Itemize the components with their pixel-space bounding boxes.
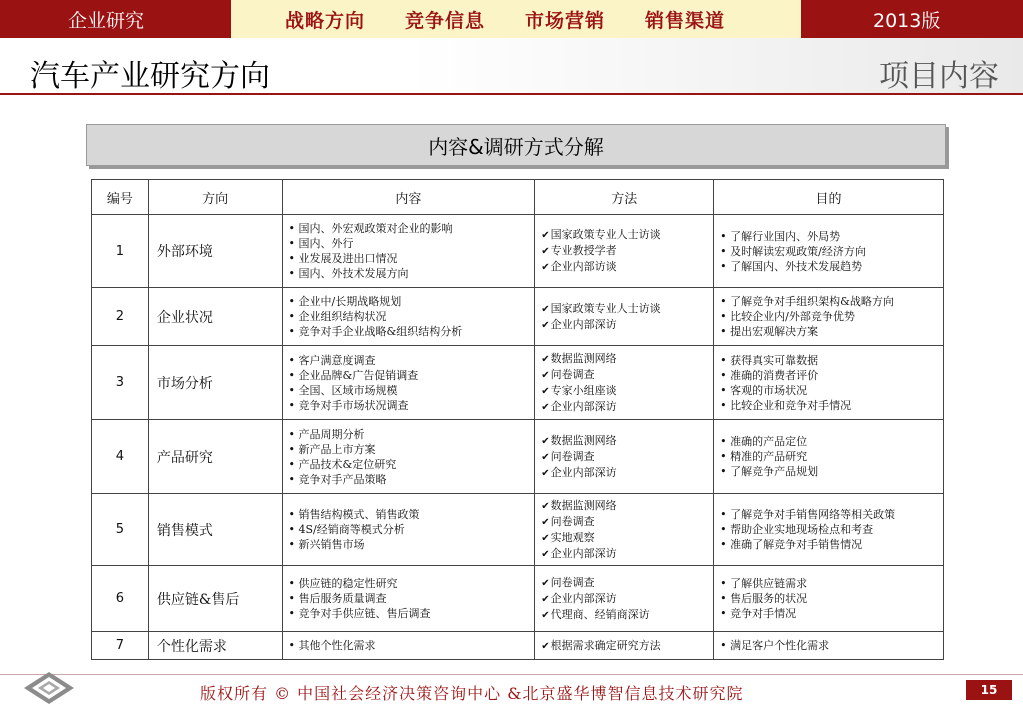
column-header: 方向 bbox=[148, 180, 282, 215]
row-method bbox=[535, 215, 714, 288]
row-method bbox=[535, 346, 714, 420]
list-item: • 新兴销售市场 bbox=[289, 537, 531, 552]
row-purpose bbox=[714, 420, 944, 494]
nav-item-strategy[interactable]: 战略方向 bbox=[285, 9, 366, 32]
row-direction: 产品研究 bbox=[148, 420, 282, 494]
row-direction: 供应链&售后 bbox=[148, 566, 282, 632]
nav-item-sales-channel[interactable]: 销售渠道 bbox=[645, 9, 726, 32]
page-number: 15 bbox=[966, 680, 1012, 700]
nav-item-marketing[interactable]: 市场营销 bbox=[525, 9, 606, 32]
list-item: • 业发展及进出口情况 bbox=[289, 251, 531, 266]
list-item: ✔ 代理商、经销商深访 bbox=[541, 607, 709, 623]
row-method bbox=[535, 632, 714, 660]
list-item: • 竞争对手市场状况调查 bbox=[289, 398, 531, 413]
nav-item-competition[interactable]: 竞争信息 bbox=[405, 9, 486, 32]
list-item: • 客户满意度调查 bbox=[289, 353, 531, 368]
row-method-list bbox=[541, 227, 709, 275]
row-direction: 个性化需求 bbox=[148, 632, 282, 660]
row-direction: 外部环境 bbox=[148, 215, 282, 288]
list-item: ✔ 数据监测网络 bbox=[541, 498, 709, 514]
list-item: • 准确了解竞争对手销售情况 bbox=[720, 537, 939, 552]
row-number: 1 bbox=[92, 215, 149, 288]
list-item: • 准确的产品定位 bbox=[720, 434, 939, 449]
row-purpose bbox=[714, 494, 944, 566]
row-purpose bbox=[714, 215, 944, 288]
table-row bbox=[92, 215, 944, 288]
row-content bbox=[282, 346, 535, 420]
row-purpose-list bbox=[720, 294, 939, 339]
list-item: • 其他个性化需求 bbox=[289, 638, 531, 653]
column-header: 目的 bbox=[714, 180, 944, 215]
list-item: ✔ 企业内部深访 bbox=[541, 317, 709, 333]
list-item: • 准确的消费者评价 bbox=[720, 368, 939, 383]
row-content bbox=[282, 288, 535, 346]
list-item: • 企业品牌&广告促销调查 bbox=[289, 368, 531, 383]
row-method-list bbox=[541, 433, 709, 481]
list-item: • 国内、外行 bbox=[289, 236, 531, 251]
list-item: • 售后服务质量调查 bbox=[289, 591, 531, 606]
list-item: ✔ 国家政策专业人士访谈 bbox=[541, 227, 709, 243]
row-purpose-list bbox=[720, 576, 939, 621]
row-content-list bbox=[289, 576, 531, 621]
row-content bbox=[282, 215, 535, 288]
row-content bbox=[282, 566, 535, 632]
table-row bbox=[92, 346, 944, 420]
column-header: 方法 bbox=[535, 180, 714, 215]
page-title: 汽车产业研究方向 bbox=[30, 59, 270, 94]
row-method-list bbox=[541, 498, 709, 562]
list-item: ✔ 企业内部访谈 bbox=[541, 259, 709, 275]
row-purpose bbox=[714, 632, 944, 660]
row-method bbox=[535, 420, 714, 494]
list-item: • 了解行业国内、外局势 bbox=[720, 229, 939, 244]
list-item: ✔ 国家政策专业人士访谈 bbox=[541, 301, 709, 317]
table-body bbox=[92, 215, 944, 660]
list-item: ✔ 问卷调查 bbox=[541, 367, 709, 383]
section-label: 项目内容 bbox=[879, 59, 999, 94]
row-content-list bbox=[289, 638, 531, 653]
list-item: • 企业组织结构状况 bbox=[289, 309, 531, 324]
list-item: • 4S/经销商等模式分析 bbox=[289, 522, 531, 537]
list-item: • 客观的市场状况 bbox=[720, 383, 939, 398]
list-item: • 竞争对手情况 bbox=[720, 606, 939, 621]
row-direction: 企业状况 bbox=[148, 288, 282, 346]
list-item: • 国内、外技术发展方向 bbox=[289, 266, 531, 281]
list-item: • 产品技术&定位研究 bbox=[289, 457, 531, 472]
list-item: • 获得真实可靠数据 bbox=[720, 353, 939, 368]
table-banner bbox=[86, 124, 946, 166]
list-item: ✔ 实地观察 bbox=[541, 530, 709, 546]
list-item: • 帮助企业实地现场检点和考查 bbox=[720, 522, 939, 537]
list-item: • 企业中/长期战略规划 bbox=[289, 294, 531, 309]
list-item: ✔ 企业内部深访 bbox=[541, 399, 709, 415]
list-item: • 及时解读宏观政策/经济方向 bbox=[720, 244, 939, 259]
row-method bbox=[535, 566, 714, 632]
table-row bbox=[92, 494, 944, 566]
list-item: • 销售结构模式、销售政策 bbox=[289, 507, 531, 522]
row-content bbox=[282, 494, 535, 566]
list-item: • 竞争对手企业战略&组织结构分析 bbox=[289, 324, 531, 339]
list-item: • 全国、区域市场规模 bbox=[289, 383, 531, 398]
row-method bbox=[535, 494, 714, 566]
row-content-list bbox=[289, 221, 531, 281]
list-item: • 了解竞争产品规划 bbox=[720, 464, 939, 479]
list-item: • 满足客户个性化需求 bbox=[720, 638, 939, 653]
row-direction: 市场分析 bbox=[148, 346, 282, 420]
footer-divider bbox=[0, 674, 1023, 675]
row-number: 3 bbox=[92, 346, 149, 420]
list-item: ✔ 专业教授学者 bbox=[541, 243, 709, 259]
table-row bbox=[92, 420, 944, 494]
table-header-row bbox=[92, 180, 944, 215]
list-item: ✔ 企业内部深访 bbox=[541, 546, 709, 562]
row-method-list bbox=[541, 575, 709, 623]
row-method-list bbox=[541, 351, 709, 415]
banner-title: 内容&调研方式分解 bbox=[428, 134, 604, 159]
row-method bbox=[535, 288, 714, 346]
list-item: ✔ 数据监测网络 bbox=[541, 433, 709, 449]
row-content-list bbox=[289, 427, 531, 487]
list-item: • 售后服务的状况 bbox=[720, 591, 939, 606]
column-header: 编号 bbox=[92, 180, 149, 215]
row-content-list bbox=[289, 294, 531, 339]
row-purpose-list bbox=[720, 507, 939, 552]
list-item: • 精准的产品研究 bbox=[720, 449, 939, 464]
table-row bbox=[92, 632, 944, 660]
row-purpose-list bbox=[720, 638, 939, 653]
list-item: ✔ 问卷调查 bbox=[541, 449, 709, 465]
list-item: ✔ 专家小组座谈 bbox=[541, 383, 709, 399]
diamond-logo-icon bbox=[22, 670, 76, 706]
list-item: • 比较企业和竞争对手情况 bbox=[720, 398, 939, 413]
list-item: ✔ 企业内部深访 bbox=[541, 465, 709, 481]
row-purpose-list bbox=[720, 434, 939, 479]
list-item: ✔ 企业内部深访 bbox=[541, 591, 709, 607]
header-edition: 2013版 bbox=[801, 0, 1023, 38]
list-item: • 比较企业内/外部竞争优势 bbox=[720, 309, 939, 324]
header-left-label: 企业研究 bbox=[0, 0, 231, 38]
row-number: 7 bbox=[92, 632, 149, 660]
row-purpose bbox=[714, 288, 944, 346]
research-table bbox=[91, 179, 944, 660]
list-item: ✔ 数据监测网络 bbox=[541, 351, 709, 367]
list-item: ✔ 问卷调查 bbox=[541, 575, 709, 591]
row-direction: 销售模式 bbox=[148, 494, 282, 566]
row-content bbox=[282, 420, 535, 494]
row-number: 6 bbox=[92, 566, 149, 632]
row-number: 2 bbox=[92, 288, 149, 346]
row-number: 4 bbox=[92, 420, 149, 494]
header-nav bbox=[231, 0, 801, 38]
row-method-list bbox=[541, 301, 709, 333]
row-purpose bbox=[714, 346, 944, 420]
list-item: • 提出宏观解决方案 bbox=[720, 324, 939, 339]
list-item: ✔ 根据需求确定研究方法 bbox=[541, 638, 709, 654]
row-content-list bbox=[289, 507, 531, 552]
top-nav-bar bbox=[0, 0, 1023, 38]
list-item: • 竞争对手产品策略 bbox=[289, 472, 531, 487]
row-purpose bbox=[714, 566, 944, 632]
list-item: • 新产品上市方案 bbox=[289, 442, 531, 457]
list-item: • 竞争对手供应链、售后调查 bbox=[289, 606, 531, 621]
row-method-list bbox=[541, 638, 709, 654]
list-item: • 国内、外宏观政策对企业的影响 bbox=[289, 221, 531, 236]
list-item: • 供应链的稳定性研究 bbox=[289, 576, 531, 591]
row-number: 5 bbox=[92, 494, 149, 566]
row-purpose-list bbox=[720, 229, 939, 274]
list-item: • 了解国内、外技术发展趋势 bbox=[720, 259, 939, 274]
list-item: • 产品周期分析 bbox=[289, 427, 531, 442]
list-item: • 了解供应链需求 bbox=[720, 576, 939, 591]
table-row bbox=[92, 288, 944, 346]
title-row bbox=[0, 38, 1023, 95]
table-row bbox=[92, 566, 944, 632]
list-item: • 了解竞争对手组织架构&战略方向 bbox=[720, 294, 939, 309]
list-item: ✔ 问卷调查 bbox=[541, 514, 709, 530]
row-purpose-list bbox=[720, 353, 939, 413]
row-content-list bbox=[289, 353, 531, 413]
list-item: • 了解竞争对手销售网络等相关政策 bbox=[720, 507, 939, 522]
column-header: 内容 bbox=[282, 180, 535, 215]
copyright-text: 版权所有 © 中国社会经济决策咨询中心 &北京盛华博智信息技术研究院 bbox=[200, 684, 744, 703]
row-content bbox=[282, 632, 535, 660]
